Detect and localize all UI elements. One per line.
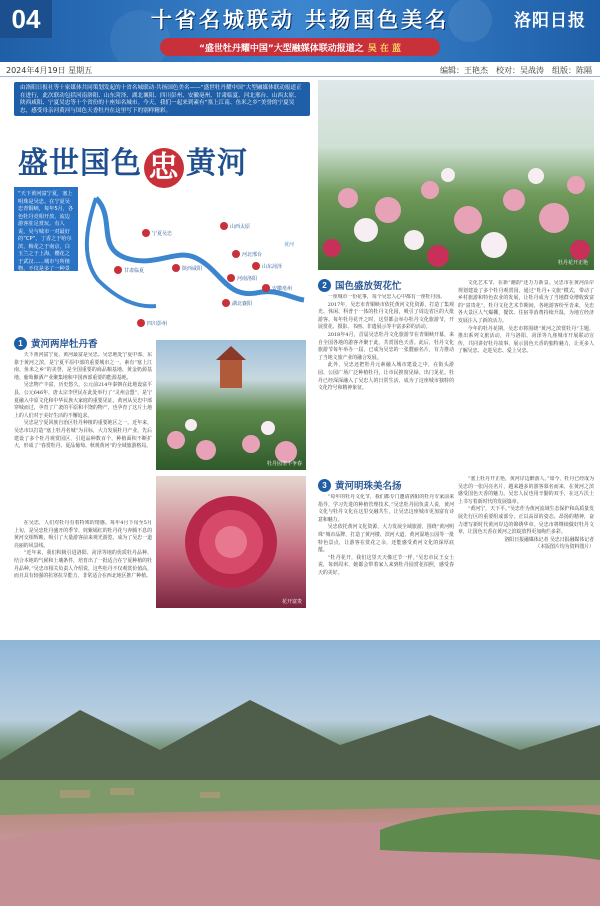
paragraph: “塞上牡丹开正艳，黄河岸边醉游人。”如今，牡丹已经成为吴忠的一张闪亮名片，越来越多的游客慕名而来，在黄河之滨感受国色天香的魅力。吴忠人民也用辛勤的双手，在这片沃土上书写着新时代的发展篇章。 [458, 476, 594, 505]
city-marker-taiyuan [220, 222, 228, 230]
paragraph: 在吴忠，人们对牡丹有着特殊的情感。每年4月下旬至5月上旬，是吴忠牡丹盛开的季节，姹紫嫣红的牡丹花与奔腾不息的黄河交相辉映，吸引了大量游客前来观光游览，成为了吴忠一道亮丽的风景线。 [14, 520, 152, 549]
map-label-xiangyang: 湖北襄阳 [232, 301, 253, 307]
page-number: 04 [0, 0, 52, 38]
quote-box: “天下黄河富宁夏，塞上明珠是吴忠。在宁夏吴忠青铜峡，每年5月，各色牡丹竞相开放，流边游客驻足赏玩。有人说，吴与城市一对最好的“CP”，丁香之于哈尔滨，梅花之于南京，白玉兰之于上海，樱花之于武汉……城市与所植物，不仅是多了一种景观，更留映着城市气质和审美。” [14, 187, 78, 271]
map-label-bozhou: 安徽亳州 [272, 286, 293, 292]
paragraph: 吴忠是宁夏回族自治区牡丹种植的重要地区之一。近年来，吴忠市以打造“塞上牡丹名城”为目标，大力发展牡丹产业，先后建设了多个牡丹观赏园区，引进品种数百个，种植面积不断扩大，形成了“春赏牡丹、夏品葡萄、秋观黄河”的全域旅游格局。 [14, 420, 152, 450]
title-highlight-char: 忠 [144, 148, 184, 188]
map-label-luoyang: 河南洛阳 [237, 276, 258, 282]
map-label-yellow-river: 黄河 [284, 242, 295, 248]
section-1-heading [14, 336, 98, 350]
ribbon-author: 吴 在 蓝 [367, 43, 402, 54]
river-branch-line [87, 198, 156, 306]
section-3-title: 黄河明珠美名扬 [335, 481, 402, 492]
newspaper-logo: 洛阳日报 [514, 11, 586, 31]
paragraph: 一座城市一份花事，每个吴忠人心中都有一座牡丹园。 [327, 294, 446, 300]
photo-caption-mid-left: 牡丹园里不争春 [266, 461, 302, 467]
paragraph: 2017年，吴忠市青铜峡市依托黄河文化资源，打造了集观光、休闲、科普于一体的牡丹文化园，吸引了周边省区的大批游客。每年牡丹花开之时，这里都会举办牡丹文化旅游节，开展赏花、摄影、书画、非遗展示等丰富多彩的活动。 [318, 301, 454, 331]
ribbon-label: “盛世牡丹耀中国”大型融媒体联动报道之 [198, 43, 364, 54]
city-marker-xiangyang [222, 299, 230, 307]
map-label-xianyang: 陕西咸阳 [182, 266, 203, 272]
section-2-text-col-2 [458, 280, 594, 470]
city-marker-wuzhong [142, 229, 150, 237]
feature-title [18, 138, 248, 188]
pavilion-illustration [156, 340, 306, 470]
section-1-title: 黄河两岸牡丹香 [31, 339, 98, 350]
paragraph: 今年的牡丹花期，吴忠市将围绕“黄河之滨赏牡丹”主题，推出系列文旅活动，并与洛阳、菏泽等九座城市开展联动宣传，共同讲好牡丹故事，展示国色天香的独特魅力，让更多人了解吴忠、走进吴忠、爱上吴忠。 [458, 325, 594, 355]
section-2-text-col-1 [318, 294, 454, 474]
map-label-pengzhou: 四川彭州 [147, 321, 168, 327]
page-header [0, 0, 600, 62]
paragraph: “每年的牡丹文化节，我们都专门邀请洛阳的牡丹专家前来指导，学习先进的种植管理技术。”吴忠牡丹园负责人说，黄河文化与牡丹文化在这里交融共生，让吴忠这座城市更加富有诗意和魅力。 [318, 494, 454, 523]
city-marker-linxia [114, 266, 122, 274]
section-3-heading [318, 478, 402, 492]
city-marker-pengzhou [137, 319, 145, 327]
section-2-number: 2 [318, 279, 331, 292]
title-part-1: 盛世国色 [18, 146, 142, 181]
paragraph: 吴忠依托黄河文化资源，大力发展全域旅游，围绕“黄河明珠”城市品牌，打造了黄河楼、滨河大道、黄河湿地公园等一批特色景点，让游客在赏花之余，还能感受黄河文化的深厚底蕴。 [318, 524, 454, 554]
section-2-heading [318, 278, 402, 292]
map-label-heze: 山东菏泽 [262, 264, 283, 270]
section-2-title: 国色盛放贺花忙 [335, 281, 402, 292]
map-label-xingtai: 河北邢台 [242, 252, 263, 258]
city-marker-xingtai [232, 250, 240, 258]
reporter-byline: 洛阳日报融媒体记者 吴忠日报融媒体记者 [504, 536, 594, 543]
section-1-number: 1 [14, 337, 27, 350]
section-3-text-col-1 [318, 494, 454, 634]
city-marker-heze [252, 262, 260, 270]
city-marker-xianyang [172, 264, 180, 272]
page-headline: 十省名城联动 共扬国色美名 [150, 7, 450, 32]
photo-credit: （本版图片均为资料图片） [535, 544, 594, 551]
section-3-text-col-2 [458, 476, 594, 626]
map-label-linxia: 甘肃临夏 [124, 268, 145, 274]
city-marker-luoyang [227, 274, 235, 282]
section-3-number: 3 [318, 479, 331, 492]
peony-field-photo [318, 80, 594, 270]
issue-date: 2024年4月19日 星期五 [6, 66, 93, 75]
paragraph: 文化艺术节，在新“潮韵”还万万新景。吴忠市在黄河沿岸规划建设了多个牡丹观赏园，通过“牡丹+文旅”模式，带动了乡村旅游和特色农业的发展，让牡丹成为了当地群众增收致富的“富贵花”。牡丹文化艺术节期间，各地游客纷至沓来，吴忠各大景区人气爆棚，餐饮、住宿等消费持续升温，为地方经济发展注入了新的活力。 [458, 280, 594, 324]
peony-illustration [318, 80, 594, 270]
map-label-wuzhong: 宁夏吴忠 [152, 231, 173, 237]
paragraph: “近年来，我们积极引进洛阳、菏泽等地的优质牡丹品种，结合本地的气候和土壤条件，培育出了一批适合在宁夏种植的牡丹品种。”吴忠市相关负责人介绍说，这些牡丹不仅观赏价值高，而且具有较强的抗寒抗旱能力，非常适合在西北地区推广种植。 [14, 550, 152, 580]
title-part-2: 黄河 [186, 146, 248, 181]
red-peony-illustration [156, 476, 306, 608]
yellow-river-landscape-photo [0, 640, 600, 906]
map-label-taiyuan: 山西太原 [230, 224, 251, 230]
paragraph: 天下黄河富宁夏，黄河最富是吴忠。吴忠地处宁夏中部，东靠于黄河之滨，是宁夏平原中部的重要城市之一，素有“塞上江南、鱼米之乡”的美誉，是全国重要的商品粮基地、黄金奶源基地、葡萄酿酒产业聚集地和中国西部重要的能源基地。 [14, 352, 152, 381]
intro-box: 由洛阳日报社等十家媒体共同策划发起的十省名城联动·共扬国色美名——“盛世牡丹耀中国”大型融媒体联动报道正在进行，此次联动包括河南洛阳、山东菏泽、湖北襄阳、四川彭州、安徽亳州、甘肃临夏、河北邢台、山西太原、陕西咸阳、宁夏吴忠等十个省份的十座知名城市。今天，我们一起来到素有“塞上江南、鱼米之乡”美誉的宁夏吴忠，感受母亲河黄河与国色天香牡丹在这里写下的别样精彩。 [14, 82, 310, 116]
photo-caption-mid-small: 花开富贵 [281, 599, 302, 605]
photo-caption-top-right: 牡丹花开正艳 [557, 260, 588, 266]
paragraph: “牡丹花开，我们这里天天像过节一样。”吴忠市民王女士说，每到周末，她都会带着家人来到牡丹园赏花拍照，感受春天的美好。 [318, 554, 454, 576]
yellow-river-line [96, 198, 304, 300]
editorial-staff: 编辑：王艳杰 校对：吴战涛 组版：陈隔 [440, 66, 592, 75]
paragraph: 吴忠物产丰富，历史悠久，公元前214年秦朝在此地设富平县，公元646年，唐太宗李世民在此处举行了“灵州会盟”，是宁夏融入中原文化和中华民族大家庭的重要见证。黄河从吴忠中部穿城而过，孕育了广袤的平原和丰饶的物产，也孕育了这片土地上的人们对于美好生活的不懈追求。 [14, 382, 152, 419]
paragraph: 此外，吴忠还把牡丹元素融入城市建设之中，在街头游园、公园广场广泛种植牡丹，让市民推窗见绿、出门见花。牡丹已经深深融入了吴忠人的日常生活，成为了这座城市独特的文化符号和精神象征。 [318, 362, 454, 392]
landscape-illustration [0, 640, 600, 906]
series-ribbon [160, 38, 440, 56]
meta-bar [0, 63, 600, 77]
pavilion-peony-photo [156, 340, 306, 470]
red-peony-closeup-photo [156, 476, 306, 608]
city-marker-bozhou [262, 284, 270, 292]
paragraph: “黄河宁，天下平。”吴忠作为黄河流域生态保护和高质量发展先行区的重要组成部分，正以高昂的姿态、昂扬的精神，奋力谱写新时代黄河岸边的锦绣华章。吴忠市将继续做好牡丹文章，让国色天香在黄河之滨绽放得更加绚烂多彩。 [458, 506, 594, 536]
paragraph: 2018年4月，首届吴忠牡丹文化旅游节在青铜峡开幕，来自全国各地的游客齐聚于此，共赏国色天香。此后，牡丹文化旅游节每年举办一届，已成为吴忠的一张靓丽名片，有力推动了当地文旅产业的融合发展。 [318, 331, 454, 361]
